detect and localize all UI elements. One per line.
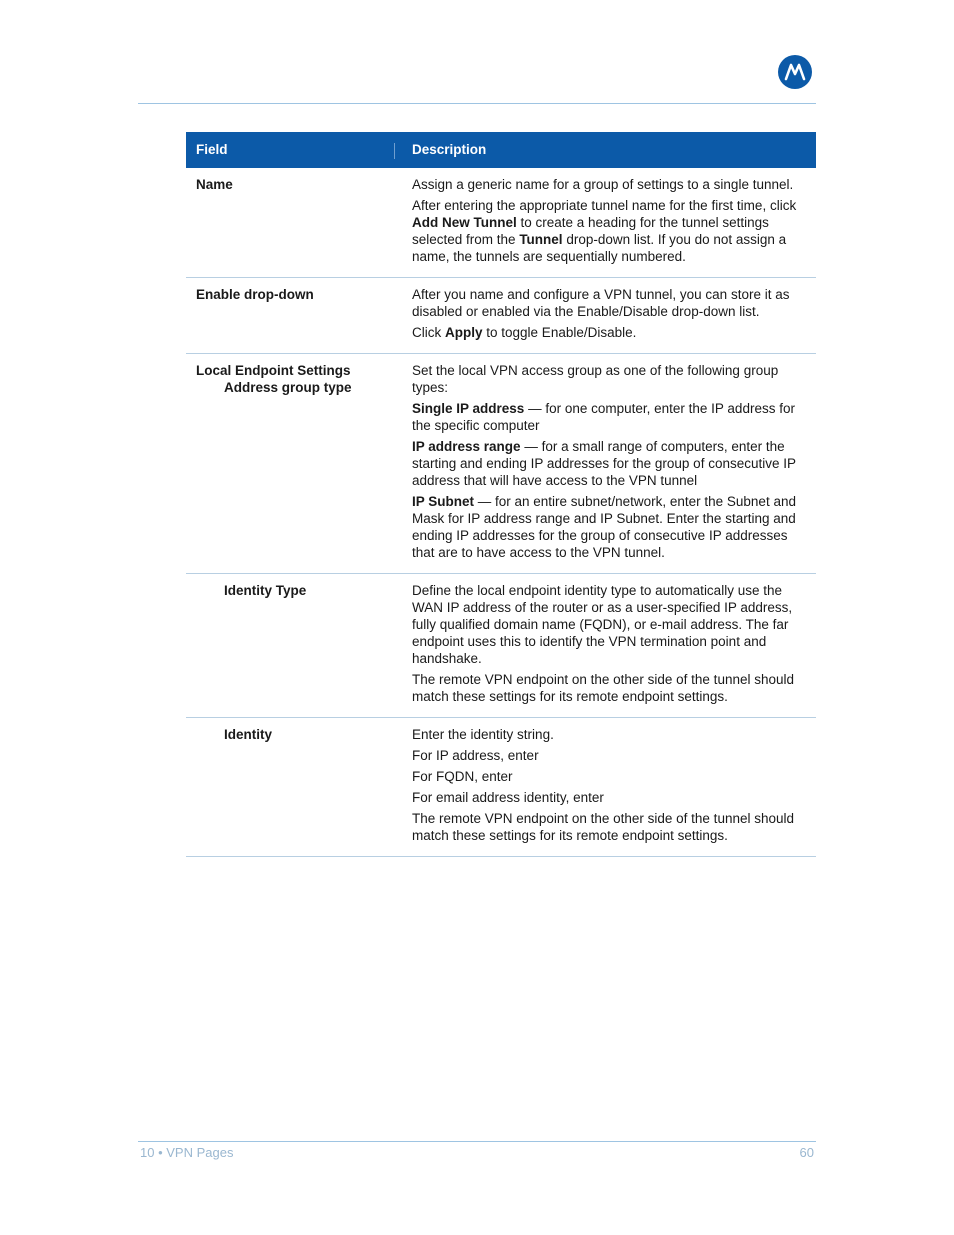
header-rule (138, 103, 816, 104)
page-number: 60 (799, 1145, 814, 1160)
field-label: Identity (224, 727, 273, 742)
description-text: For FQDN, enter (412, 769, 513, 784)
emphasis-term: Add New Tunnel (412, 215, 517, 230)
field-description (412, 362, 810, 561)
table-header (186, 132, 816, 168)
description-paragraph (412, 362, 810, 396)
description-paragraph (412, 176, 810, 193)
field-description (412, 286, 810, 341)
description-paragraph (412, 726, 810, 743)
table-row (186, 278, 816, 354)
column-header-field: Field (196, 142, 228, 157)
field-label: Name (196, 177, 233, 192)
description-text: — for an entire subnet/network, enter the Subnet and Mask for IP address range and IP Subnet. Enter the starting and ending IP addresses for the group of consecutive IP addresses that are to have access to the VPN tunnel. (412, 494, 796, 560)
description-text: After you name and configure a VPN tunnel, you can store it as disabled or enabled via the Enable/Disable drop-down list. (412, 287, 790, 319)
description-paragraph (412, 286, 810, 320)
description-paragraph (412, 582, 810, 667)
description-paragraph (412, 400, 810, 434)
table-row (186, 354, 816, 574)
description-paragraph (412, 438, 810, 489)
description-paragraph (412, 810, 810, 844)
table-row (186, 718, 816, 857)
motorola-logo-icon (778, 55, 812, 89)
description-paragraph (412, 197, 810, 265)
description-paragraph (412, 747, 810, 764)
description-text: — for a small range of computers, enter the starting and ending IP addresses for the group of consecutive IP address that will have access to the VPN tunnel (412, 439, 796, 488)
description-paragraph (412, 493, 810, 561)
column-header-description: Description (412, 142, 487, 157)
field-description (412, 582, 810, 705)
description-text: Set the local VPN access group as one of the following group types: (412, 363, 779, 395)
table-row (186, 574, 816, 718)
description-text: After entering the appropriate tunnel name for the first time, click (412, 198, 797, 213)
field-label: Identity Type (224, 583, 307, 598)
emphasis-term: Apply (445, 325, 483, 340)
emphasis-term: IP address range (412, 439, 521, 454)
description-paragraph (412, 768, 810, 785)
description-text: — for one computer, enter the IP address for the specific computer (412, 401, 795, 433)
table-row (186, 168, 816, 278)
description-text: Click (412, 325, 445, 340)
footer-rule (138, 1141, 816, 1142)
emphasis-term: Single IP address (412, 401, 525, 416)
header-divider (394, 143, 395, 159)
field-label: Enable drop-down (196, 287, 314, 302)
description-text: The remote VPN endpoint on the other side of the tunnel should match these settings for its remote endpoint settings. (412, 672, 795, 704)
description-text: For email address identity, enter (412, 790, 604, 805)
description-text: to toggle Enable/Disable. (482, 325, 637, 340)
description-paragraph (412, 671, 810, 705)
field-name (224, 727, 424, 744)
field-name (196, 287, 396, 304)
description-text: Assign a generic name for a group of settings to a single tunnel. (412, 177, 794, 192)
field-name (196, 363, 396, 396)
footer-section: 10 • VPN Pages (140, 1145, 234, 1160)
description-paragraph (412, 789, 810, 806)
emphasis-term: IP Subnet (412, 494, 475, 509)
description-text: to create a heading for the tunnel settings selected from the (412, 215, 769, 247)
table-body (186, 168, 816, 857)
field-label: Local Endpoint Settings (196, 363, 351, 378)
field-sublabel: Address group type (224, 379, 352, 395)
description-text: The remote VPN endpoint on the other side of the tunnel should match these settings for its remote endpoint settings. (412, 811, 795, 843)
description-text: drop-down list. If you do not assign a name, the tunnels are sequentially numbered. (412, 232, 787, 264)
field-description (412, 176, 810, 265)
emphasis-term: Tunnel (519, 232, 563, 247)
field-name (224, 583, 424, 600)
description-text: For IP address, enter (412, 748, 539, 763)
field-name (196, 177, 396, 194)
description-text: Enter the identity string. (412, 727, 554, 742)
field-description (412, 726, 810, 844)
description-text: Define the local endpoint identity type to automatically use the WAN IP address of the router or as a user-specified IP address, fully qualified domain name (FQDN), or e-mail address. The far endpoint uses this to identify the VPN termination point and handshake. (412, 583, 793, 666)
description-paragraph (412, 324, 810, 341)
field-description-table (186, 132, 816, 857)
